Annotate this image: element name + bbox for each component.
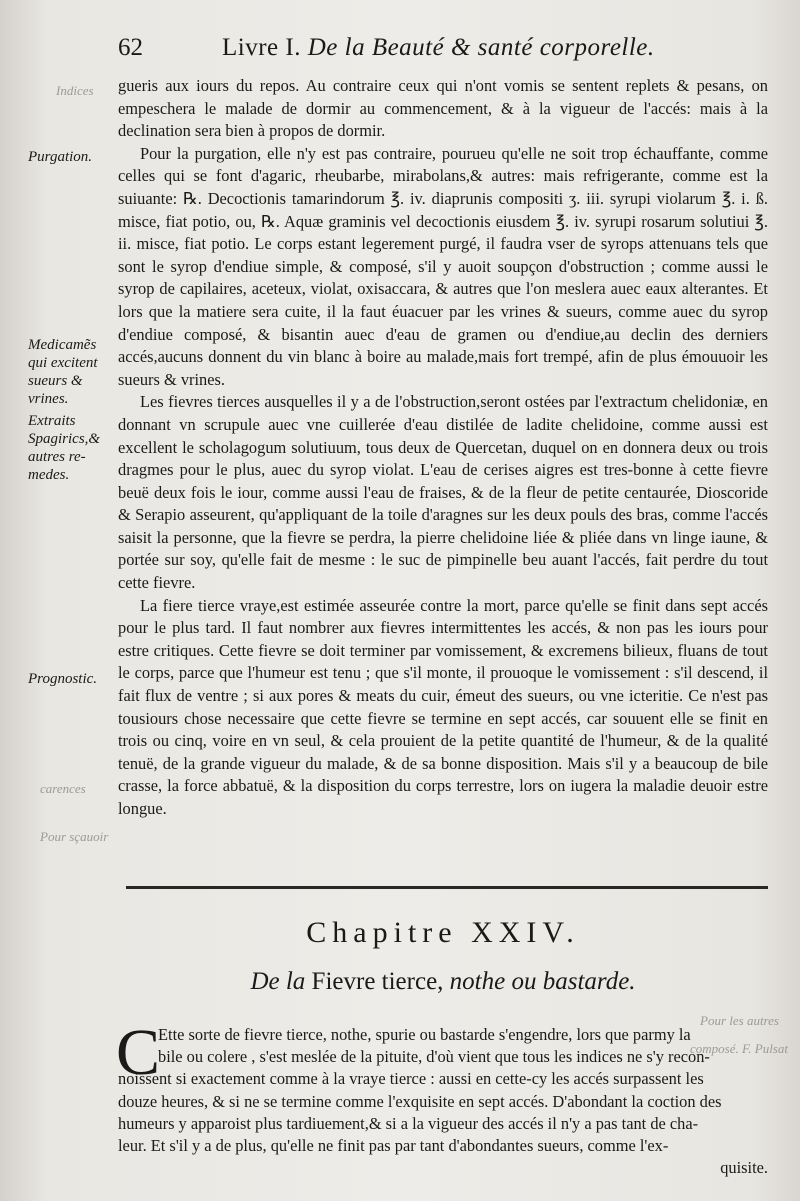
margin-note-ghost-right1: Pour les autres bbox=[700, 1013, 779, 1028]
chapter-heading: Chapitre XXIV. bbox=[306, 916, 580, 949]
text-line: humeurs y apparoist plus tardiuement,& si a la vigueur des accés il n'y a pas tant de cha- bbox=[118, 1113, 699, 1133]
paragraph-prognostic: La fiere tierce vraye,est estimée asseurée contre la mort, parce qu'elle se finit dans sept accés pour le plus tard. Il faut nombrer aux fievres intermittentes les accés, & non pas les iours pour estre critiques. Cette fievre se doit terminer par vomissement, & excremens bilieux, fluans de tout le corps, parce que l'humeur est tenu ; que s'il monte, il prouoque le vomissement : s'il descend, il fait flux de ventre ; si aux pores & meats du cuir, émeut des sueurs, ou vne icteritie. Ce n'est pas tousiours chose necessaire que cette fievre se termine en sept accés, car souuent elle se finit en trois ou cinq, voire en vn seul, & cela prouient de la petite quantité de l'humeur, & de la qualité tenuë, de la grande vigueur du malade, & de sa bonne disposition. Mais s'il y a beaucoup de bile crasse, la force abbatuë, & la disposition du corps terrestre, lors on iugera la maladie deuoir estre longue. bbox=[118, 595, 768, 818]
chapter-title-prefix: De la bbox=[250, 968, 306, 995]
chapter-body-text bbox=[118, 1024, 768, 1179]
margin-line: Extraits bbox=[28, 413, 76, 429]
page-number: 62 bbox=[118, 34, 143, 61]
margin-line: Medicamẽs bbox=[28, 337, 97, 353]
text-line: noissent si exactement comme à la vraye tierce : aussi en cette-cy les accés surpassent les bbox=[118, 1069, 704, 1089]
margin-note-ghost-indices: Indices bbox=[56, 83, 94, 98]
text-line: douze heures, & si ne se termine comme l'exquisite en sept accés. D'abondant la coction des bbox=[118, 1091, 722, 1111]
running-title-book: Livre I. bbox=[222, 34, 301, 61]
margin-line: Spagirics,& bbox=[28, 431, 101, 447]
running-title-subject: De la Beauté & santé corporelle. bbox=[307, 34, 655, 61]
drop-cap: C bbox=[116, 1016, 161, 1089]
margin-note-medicaments bbox=[28, 336, 118, 408]
margin-line: vrines. bbox=[28, 391, 69, 407]
paragraph-fievres-tierces: Les fievres tierces ausquelles il y a de l'obstruction,seront ostées par l'extractum chelidoniæ, en donnant vn scrupule auec vne cuillerée d'eau distilée de ladite chelidoine, comme aussi est excellent le scholagogum solutiuum, tous deux de Quercetan, duquel on en donnera deux ou trois dragmes pour le plus, auec du syrop violat. L'eau de cerises aigres est tres-bonne à cette fievre beuë deux fois le iour, comme aussi l'eau de fraises, & de la fleur de petite centaurée, Dioscoride & Serapio asseurent, qu'appliquant de la toile d'aragnes sur les deux pouls des bras, comme l'accés saisit la personne, que la fievre se perdra, la pierre chelidoine liée & pliée dans vn linge iaune, & portée sur soy, qu'elle fait de mesme : le suc de pimpinelle beu auant l'accés, fait perdre du tout cette fievre. bbox=[118, 392, 768, 593]
paragraph-continued: gueris aux iours du repos. Au contraire ceux qui n'ont vomis se sentent replets & pesans, on empeschera le malade de dormir au commencement, & à la vigueur de l'accés: mais à la declination sera bien à propos de dormir. bbox=[118, 76, 768, 141]
margin-line: medes. bbox=[28, 467, 70, 483]
margin-note-purgation: Purgation. bbox=[28, 149, 93, 165]
text-line: leur. Et s'il y a de plus, qu'elle ne finit pas par tant d'abondantes sueurs, comme l'ex- bbox=[118, 1136, 669, 1156]
chapter-title bbox=[118, 968, 768, 996]
margin-note-prognostic: Prognostic. bbox=[28, 671, 98, 687]
running-title bbox=[222, 34, 655, 62]
chapter-title-main: Fievre tierce, bbox=[311, 968, 444, 995]
margin-line: qui excitent bbox=[28, 355, 98, 371]
margin-note-ghost-pour: Pour sçauoir bbox=[40, 829, 109, 844]
margin-line: sueurs & bbox=[28, 373, 83, 389]
chapter-title-suffix: nothe ou bastarde. bbox=[449, 968, 636, 995]
margin-line: autres re- bbox=[28, 449, 86, 465]
text-line: Ette sorte de fievre tierce, nothe, spurie ou bastarde s'engendre, lors que parmy la bbox=[158, 1025, 691, 1044]
margin-note-ghost-right2: composé. F. Pulsat bbox=[690, 1041, 788, 1056]
text-line: bile ou colere , s'est meslée de la pituite, d'où vient que tous les indices ne s'y recon- bbox=[158, 1047, 710, 1067]
catchword: quisite. bbox=[720, 1158, 768, 1178]
margin-note-extraits bbox=[28, 412, 118, 484]
chapter-divider bbox=[126, 886, 768, 889]
margin-note-ghost-carences: carences bbox=[40, 781, 86, 796]
page-header bbox=[118, 30, 768, 70]
body-text bbox=[118, 75, 768, 821]
paragraph-purgation: Pour la purgation, elle n'y est pas contraire, pourueu qu'elle ne soit trop échauffante, comme celles qui se font d'agaric, rheubarbe, mirabolans,& autres: mais refrigerante, comme est la suiuante: ℞. Decoctionis tamarindorum ℥. iv. diaprunis compositi ʒ. iii. syrupi violarum ℥. i. ß. misce, fiat potio, ou, ℞. Aquæ graminis vel decoctionis eiusdem ℥. iv. syrupi rosarum solutiui ℥. ii. misce, fiat potio. Le corps estant legerement purgé, il faudra vser de syrops attenuans tels que sont le syrop d'endiue simple, & composé, s'il y auoit soupçon d'obstruction ; comme aussi le syrop de capilaires, aceteux, violat, oxisaccara, & autres que l'on meslera auec eaux alterantes. Et lors que la matiere sera cuite, il la faut éuacuer par les vrines & sueurs, comme auec du syrop d'endiue composé, & bisantin auec d'eau de gramen ou d'endiue,au declin des derniers accés,aucuns donnent du vin blanc à boire au malade,mais fort trempé, afin de plus émouuoir les sueurs & vrines. bbox=[118, 143, 768, 389]
